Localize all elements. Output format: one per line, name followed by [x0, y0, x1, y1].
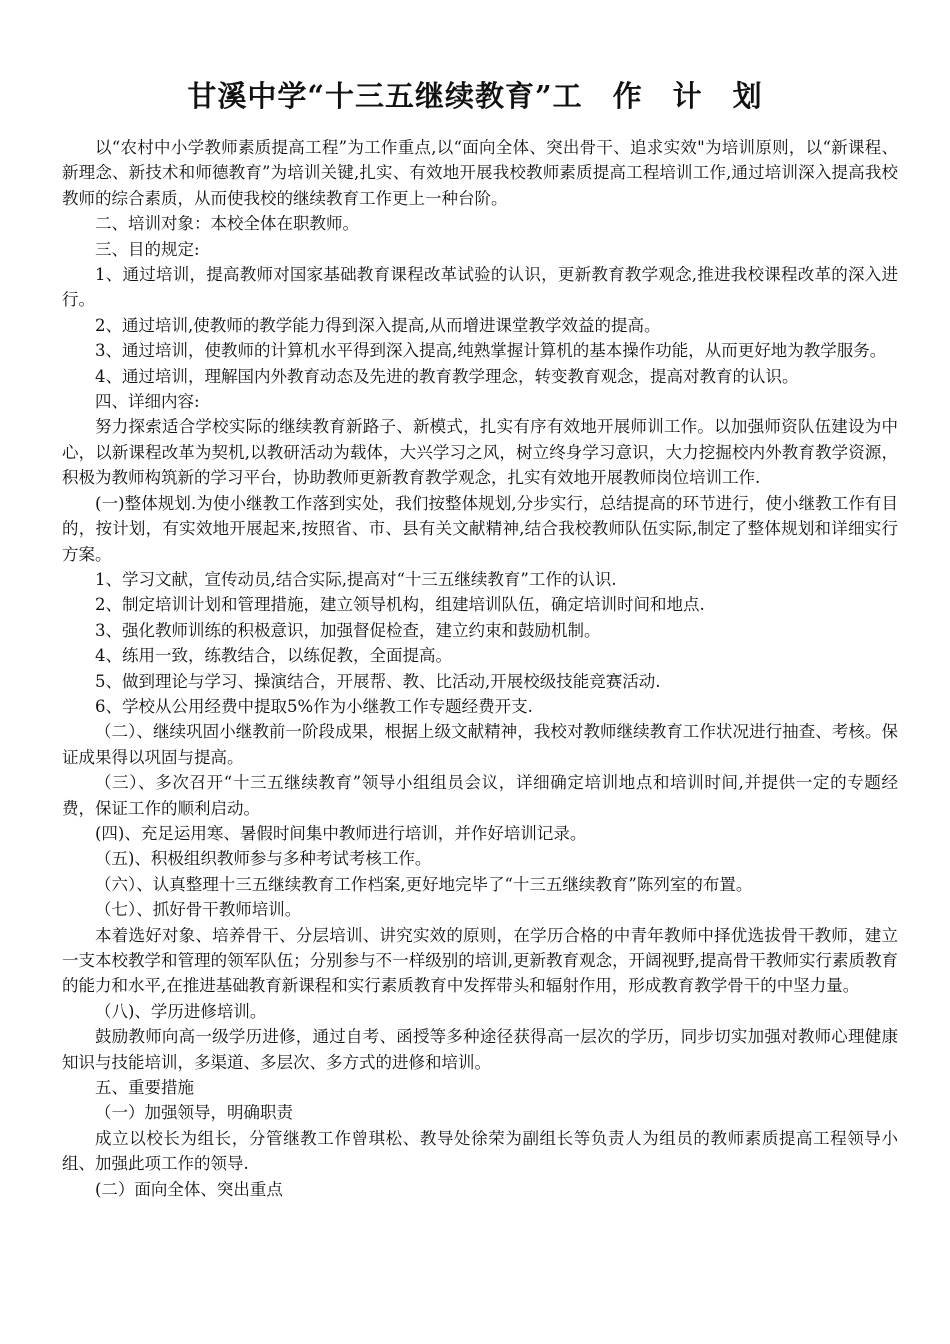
paragraph: 5、做到理论与学习、操演结合，开展帮、教、比活动,开展校级技能竞赛活动. [95, 671, 661, 691]
paragraph: 4、练用一致，练教结合，以练促教，全面提高。 [95, 646, 452, 666]
paragraph: 本着选好对象、培养骨干、分层培训、讲究实效的原则，在学历合格的中青年教师中择优选拔骨干教师，建立一支本校教学和管理的领军队伍；分别参与不一样级别的培训,更新教育观念，开阔视野,提高骨干教师实行素质教育的能力和水平,在推进基础教育新课程和实行素质教育中发挥带头和辐射作用，形成教育教学骨干的中坚力量。 [62, 925, 898, 996]
paragraph: 1、学习文献，宣传动员,结合实际,提高对“十三五继续教育”工作的认识. [95, 569, 617, 589]
paragraph: （一）加强领导，明确职责 [95, 1103, 293, 1123]
paragraph: 成立以校长为组长，分管继教工作曾琪松、教导处徐荣为副组长等负责人为组员的教师素质提高工程领导小组、加强此项工作的领导. [62, 1128, 898, 1174]
paragraph: 四、详细内容: [95, 392, 200, 412]
paragraph: 2、通过培训,使教师的教学能力得到深入提高,从而增进课堂教学效益的提高。 [95, 315, 661, 335]
paragraph: 三、目的规定: [95, 239, 200, 259]
paragraph: 以“农村中小学教师素质提高工程”为工作重点,以“面向全体、突出骨干、追求实效"为培训原则，以“新课程、新理念、新技术和师德教育”为培训关键,扎实、有效地开展我校教师素质提高工程培训工作,通过培训深入提高我校教师的综合素质，从而使我校的继续教育工作更上一种台阶。 [62, 138, 898, 208]
paragraph: 1、通过培训，提高教师对国家基础教育课程改革试验的认识，更新教育教学观念,推进我校课程改革的深入进行。 [62, 265, 898, 310]
paragraph: 努力探索适合学校实际的继续教育新路子、新模式，扎实有序有效地开展师训工作。以加强师资队伍建设为中心，以新课程改革为契机,以教研活动为载体，大兴学习之风，树立终身学习意识，大力挖掘校内外教育教学资源，积极为教师构筑新的学习平台，协助教师更新教育教学观念，扎实有效地开展教师岗位培训工作. [62, 417, 898, 488]
document-body [62, 135, 898, 1202]
paragraph: （二）、继续巩固小继教前一阶段成果，根据上级文献精神，我校对教师继续教育工作状况进行抽查、考核。保证成果得以巩固与提高。 [62, 722, 898, 767]
paragraph: （七）、抓好骨干教师培训。 [95, 900, 302, 920]
paragraph: （五)、积极组织教师参与多种考试考核工作。 [95, 849, 432, 869]
paragraph: 3、通过培训，使教师的计算机水平得到深入提高,纯熟掌握计算机的基本操作功能，从而更好地为教学服务。 [95, 341, 887, 361]
paragraph: （六）、认真整理十三五继续教育工作档案,更好地完毕了“十三五继续教育”陈列室的布置。 [95, 874, 753, 894]
paragraph: 3、强化教师训练的积极意识，加强督促检查，建立约束和鼓励机制。 [95, 620, 601, 640]
paragraph: (四)、充足运用寒、暑假时间集中教师进行培训，并作好培训记录。 [95, 823, 587, 843]
paragraph: （三）、多次召开“十三五继续教育”领导小组组员会议，详细确定培训地点和培训时间,并提供一定的专题经费，保证工作的顺利启动。 [62, 773, 898, 818]
paragraph: 鼓励教师向高一级学历进修，通过自考、函授等多种途径获得高一层次的学历，同步切实加强对教师心理健康知识与技能培训，多渠道、多层次、多方式的进修和培训。 [62, 1027, 898, 1072]
paragraph: 4、通过培训，理解国内外教育动态及先进的教育教学理念，转变教育观念，提高对教育的认识。 [95, 366, 799, 386]
paragraph: 6、学校从公用经费中提取5%作为小继教工作专题经费开支. [95, 696, 533, 716]
paragraph: 五、重要措施 [95, 1078, 194, 1098]
paragraph: （八)、学历进修培训。 [95, 1001, 267, 1021]
document-title: 甘溪中学“十三五继续教育”工 作 计 划 [187, 79, 763, 113]
paragraph: 二、培训对象：本校全体在职教师。 [95, 214, 359, 234]
paragraph: 2、制定培训计划和管理措施，建立领导机构，组建培训队伍，确定培训时间和地点. [95, 595, 705, 615]
paragraph: (一)整体规划.为使小继教工作落到实处，我们按整体规划,分步实行，总结提高的环节进行，使小继教工作有目的，按计划，有实效地开展起来,按照省、市、县有关文献精神,结合我校教师队伍实际,制定了整体规划和详细实行方案。 [62, 493, 898, 564]
paragraph: (二）面向全体、突出重点 [95, 1179, 283, 1199]
